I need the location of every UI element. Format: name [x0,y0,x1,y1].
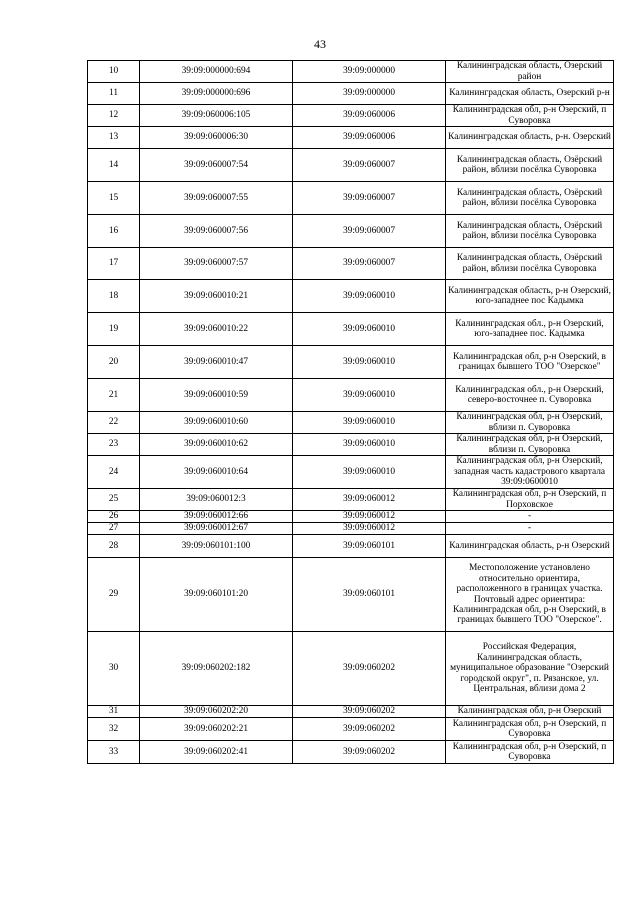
cadastral-number: 39:09:000000:696 [140,83,293,105]
cadastral-number: 39:09:060007:57 [140,248,293,280]
land-plot-table [87,60,614,764]
table-row [88,127,614,149]
table-row [88,346,614,379]
row-number: 26 [88,511,140,523]
cadastral-quarter: 39:09:060010 [293,456,446,489]
location: Калининградская обл, р-н Озерский, п Суворовка [446,105,614,127]
location: Калининградская область, Озерский р-н [446,83,614,105]
cadastral-number: 39:09:060202:20 [140,706,293,718]
row-number: 20 [88,346,140,379]
cadastral-quarter: 39:09:060010 [293,379,446,412]
row-number: 19 [88,313,140,346]
table-row [88,61,614,83]
location: Калининградская обл, р-н Озерский, в границах бывшего ТОО "Озерское" [446,346,614,379]
location: Калининградская область, Озерский район [446,61,614,83]
row-number: 11 [88,83,140,105]
row-number: 18 [88,280,140,313]
location: Калининградская область, Озёрский район, вблизи посёлка Суворовка [446,182,614,215]
location: Калининградская область, р-н Озерский, юго-западнее пос Кадымка [446,280,614,313]
cadastral-number: 39:09:060006:105 [140,105,293,127]
table-row [88,149,614,182]
cadastral-number: 39:09:060012:66 [140,511,293,523]
cadastral-number: 39:09:060012:3 [140,489,293,511]
table-row [88,511,614,523]
cadastral-number: 39:09:000000:694 [140,61,293,83]
row-number: 29 [88,558,140,632]
location: Калининградская область, Озёрский район, вблизи посёлка Суворовка [446,149,614,182]
location: Калининградская обл, р-н Озерский, п Суворовка [446,718,614,741]
cadastral-number: 39:09:060007:55 [140,182,293,215]
location: Калининградская обл, р-н Озерский, п Суворовка [446,741,614,764]
cadastral-quarter: 39:09:060202 [293,718,446,741]
cadastral-quarter: 39:09:060007 [293,149,446,182]
cadastral-number: 39:09:060101:100 [140,535,293,558]
table-row [88,182,614,215]
row-number: 17 [88,248,140,280]
cadastral-number: 39:09:060010:22 [140,313,293,346]
cadastral-number: 39:09:060202:41 [140,741,293,764]
location: Калининградская обл, р-н Озерский, п Порховское [446,489,614,511]
cadastral-number: 39:09:060202:21 [140,718,293,741]
row-number: 30 [88,632,140,706]
location: Калининградская обл, р-н Озерский, западная часть кадастрового квартала 39:09:0600010 [446,456,614,489]
row-number: 16 [88,215,140,248]
location: Калининградская обл, р-н Озерский, вблизи п. Суворовка [446,434,614,456]
table-row [88,105,614,127]
location: Калининградская обл, р-н Озерский, вблизи п. Суворовка [446,412,614,434]
table-row [88,280,614,313]
row-number: 28 [88,535,140,558]
cadastral-number: 39:09:060012:67 [140,523,293,535]
cadastral-quarter: 39:09:060010 [293,313,446,346]
cadastral-number: 39:09:060010:21 [140,280,293,313]
table-row [88,523,614,535]
table-row [88,83,614,105]
location: Российская Федерация, Калининградская область, муниципальное образование "Озерский городской округ", п. Рязанское, ул. Центральная, вблизи дома 2 [446,632,614,706]
table-row [88,412,614,434]
location: Калининградская обл., р-н Озерский, юго-западнее пос. Кадымка [446,313,614,346]
cadastral-quarter: 39:09:060202 [293,741,446,764]
table-row [88,456,614,489]
table-row [88,535,614,558]
table-row [88,379,614,412]
cadastral-number: 39:09:060010:59 [140,379,293,412]
cadastral-quarter: 39:09:000000 [293,83,446,105]
table-row [88,718,614,741]
cadastral-quarter: 39:09:060010 [293,280,446,313]
cadastral-quarter: 39:09:060012 [293,489,446,511]
cadastral-quarter: 39:09:060202 [293,632,446,706]
table-row [88,706,614,718]
cadastral-number: 39:09:060202:182 [140,632,293,706]
row-number: 13 [88,127,140,149]
cadastral-quarter: 39:09:060101 [293,558,446,632]
row-number: 15 [88,182,140,215]
location: Калининградская обл, р-н Озерский [446,706,614,718]
location: Местоположение установлено относительно ориентира, расположенного в границах участка. Почтовый адрес ориентира: Калининградская обл, р-н Озерский, в границах бывшего ТОО "Озерское". [446,558,614,632]
row-number: 24 [88,456,140,489]
row-number: 32 [88,718,140,741]
cadastral-quarter: 39:09:060012 [293,511,446,523]
cadastral-quarter: 39:09:060012 [293,523,446,535]
table-row [88,558,614,632]
row-number: 31 [88,706,140,718]
table-row [88,248,614,280]
table-row [88,741,614,764]
cadastral-quarter: 39:09:060007 [293,215,446,248]
cadastral-number: 39:09:060101:20 [140,558,293,632]
cadastral-number: 39:09:060007:54 [140,149,293,182]
location: Калининградская область, р-н Озерский [446,535,614,558]
cadastral-quarter: 39:09:060010 [293,434,446,456]
table-row [88,313,614,346]
cadastral-number: 39:09:060006:30 [140,127,293,149]
location: Калининградская область, Озёрский район, вблизи посёлка Суворовка [446,215,614,248]
row-number: 25 [88,489,140,511]
row-number: 27 [88,523,140,535]
page-number: 43 [314,37,326,51]
cadastral-quarter: 39:09:060010 [293,412,446,434]
cadastral-quarter: 39:09:060006 [293,105,446,127]
cadastral-quarter: 39:09:060010 [293,346,446,379]
location: Калининградская область, Озёрский район, вблизи посёлка Суворовка [446,248,614,280]
cadastral-quarter: 39:09:060007 [293,248,446,280]
row-number: 33 [88,741,140,764]
cadastral-quarter: 39:09:000000 [293,61,446,83]
table-row [88,215,614,248]
table-row [88,434,614,456]
cadastral-quarter: 39:09:060007 [293,182,446,215]
row-number: 12 [88,105,140,127]
location: Калининградская обл., р-н Озерский, северо-восточнее п. Суворовка [446,379,614,412]
cadastral-number: 39:09:060010:64 [140,456,293,489]
table-row [88,632,614,706]
cadastral-number: 39:09:060010:62 [140,434,293,456]
location: - [446,511,614,523]
row-number: 14 [88,149,140,182]
location: - [446,523,614,535]
cadastral-number: 39:09:060010:47 [140,346,293,379]
cadastral-number: 39:09:060007:56 [140,215,293,248]
row-number: 10 [88,61,140,83]
land-plot-table-body [88,61,614,764]
cadastral-quarter: 39:09:060101 [293,535,446,558]
row-number: 23 [88,434,140,456]
cadastral-quarter: 39:09:060202 [293,706,446,718]
cadastral-number: 39:09:060010:60 [140,412,293,434]
cadastral-quarter: 39:09:060006 [293,127,446,149]
location: Калининградская область, р-н. Озерский [446,127,614,149]
row-number: 22 [88,412,140,434]
table-row [88,489,614,511]
row-number: 21 [88,379,140,412]
